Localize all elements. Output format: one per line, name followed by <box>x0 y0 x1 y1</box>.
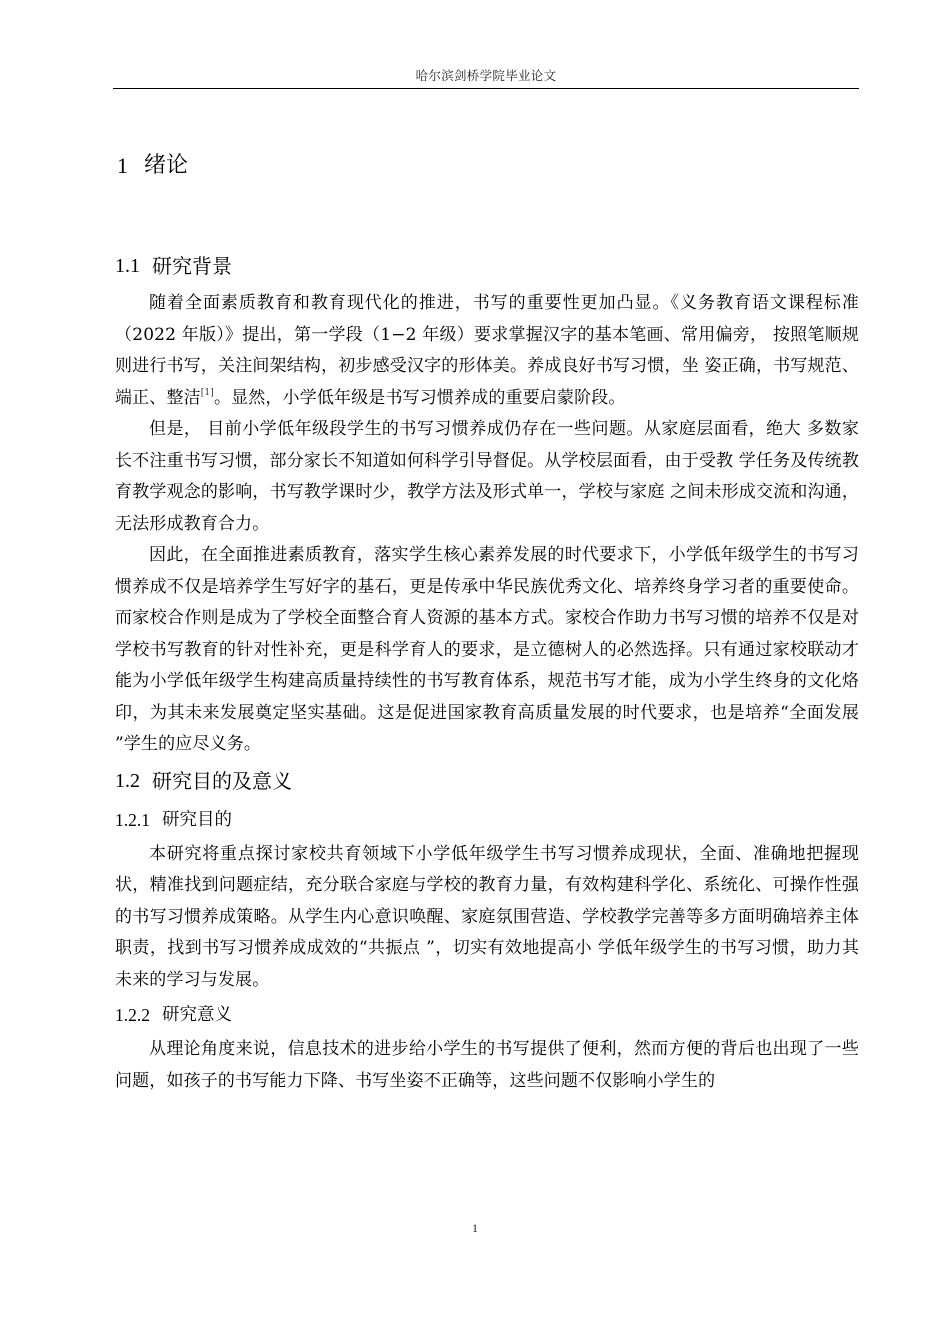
chapter-number: 1 <box>117 153 128 178</box>
paragraph-background-1 <box>115 288 859 414</box>
chapter-heading <box>117 140 859 192</box>
subsection-number: 1.2.2 <box>115 1005 150 1025</box>
section-number: 1.2 <box>115 769 140 792</box>
section-heading-1-1 <box>115 246 859 286</box>
paragraph-text: 。显然，小学低年级是书写习惯养成的重要启蒙阶段。 <box>213 387 626 408</box>
paragraph-significance: 从理论角度来说，信息技术的进步给小学生的书写提供了便利，然而方便的背后也出现了一些问题，如孩子的书写能力下降、书写坐姿不正确等，这些问题不仅影响小学生的 <box>115 1039 859 1091</box>
subsection-title: 研究意义 <box>162 1005 232 1025</box>
page-number: 1 <box>472 1221 478 1235</box>
subsection-title: 研究目的 <box>162 809 232 830</box>
paragraph-text: 随着全面素质教育和教育现代化的推进，书写的重要性更加凸显。《义务教育语文课程标准（2022 年版）》提出，第一学段（1−2 年级）要求掌握汉字的基本笔画、常用偏旁， 按照笔顺规则进行书写，关注间架结构，初步感受汉字的形体美。养成良好书写习惯，坐 姿正确，书写规范、端正、整洁 <box>115 293 859 408</box>
subsection-heading-1-2-2 <box>115 996 859 1034</box>
section-number: 1.1 <box>115 255 140 277</box>
header-rule <box>113 88 859 89</box>
subsection-heading-1-2-1 <box>115 801 859 839</box>
page-header: 哈尔滨剑桥学院毕业论文 <box>415 68 557 83</box>
section-heading-1-2 <box>115 761 859 801</box>
chapter-title: 绪论 <box>144 153 189 178</box>
section-title: 研究目的及意义 <box>152 768 292 793</box>
paragraph-background-3: 因此，在全面推进素质教育，落实学生核心素养发展的时代要求下，小学低年级学生的书写习惯养成不仅是培养学生写好字的基石，更是传承中华民族优秀文化、培养终身学习者的重要使命。而家校合作则是成为了学校全面整合育人资源的基本方式。家校合作助力书写习惯的培养不仅是对学校书写教育的针对性补充，更是科学育人的要求，是立德树人的必然选择。只有通过家校联动才能为小学低年级学生构建高质量持续性的书写教育体系，规范书写才能，成为小学生终身的文化烙印，为其未来发展奠定坚实基础。这是促进国家教育高质量发展的时代要求，也是培养“全面发展 ”学生的应尽义务。 <box>115 545 859 754</box>
paragraph-background-2: 但是， 目前小学低年级段学生的书写习惯养成仍存在一些问题。从家庭层面看，绝大 多数家长不注重书写习惯，部分家长不知道如何科学引导督促。从学校层面看，由于受教 学任务及传统教育教学观念的影响，书写教学课时少，教学方法及形式单一，学校与家庭 之间未形成交流和沟通，无法形成教育合力。 <box>115 419 859 534</box>
citation-marker: [1] <box>200 387 214 398</box>
document-body <box>115 140 859 1097</box>
paragraph-purpose: 本研究将重点探讨家校共育领域下小学低年级学生书写习惯养成现状，全面、准确地把握现状，精准找到问题症结，充分联合家庭与学校的教育力量，有效构建科学化、系统化、可操作性强的书写习惯养成策略。从学生内心意识唤醒、家庭氛围营造、学校教学完善等多方面明确培养主体职责，找到书写习惯养成成效的“共振点 ”，切实有效地提高小 学低年级学生的书写习惯，助力其未来的学习与发展。 <box>115 843 859 990</box>
section-title: 研究背景 <box>152 254 232 278</box>
subsection-number: 1.2.1 <box>115 809 150 830</box>
